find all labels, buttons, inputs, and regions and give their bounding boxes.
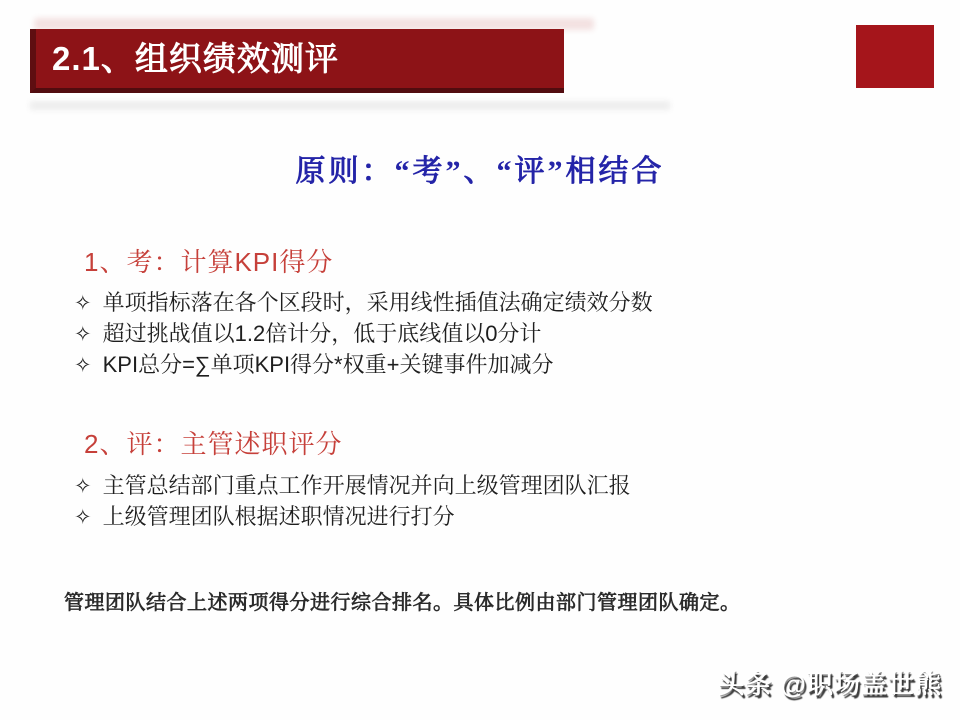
slide-title-banner: 2.1、组织绩效测评 — [30, 29, 564, 93]
list-item — [74, 502, 631, 533]
decorative-red-square — [856, 25, 934, 88]
list-item — [74, 288, 653, 319]
diamond-bullet-icon: ✧ — [74, 506, 92, 529]
bullet-text: 上级管理团队根据述职情况进行打分 — [102, 504, 455, 529]
diamond-bullet-icon: ✧ — [74, 323, 92, 346]
watermark-text: 头条 @职场盖世熊 — [718, 669, 942, 699]
bullet-text: 超过挑战值以1.2倍计分，低于底线值以0分计 — [102, 321, 542, 346]
summary-footnote: 管理团队结合上述两项得分进行综合排名。具体比例由部门管理团队确定。 — [64, 592, 741, 614]
section-1-bullet-list — [74, 288, 653, 381]
bullet-text: 主管总结部门重点工作开展情况并向上级管理团队汇报 — [102, 473, 631, 498]
banner-shadow-artifact — [30, 101, 670, 110]
section-2-heading: 2、评：主管述职评分 — [84, 429, 343, 459]
section-1-heading: 1、考：计算KPI得分 — [84, 247, 334, 277]
diamond-bullet-icon: ✧ — [74, 354, 92, 377]
list-item — [74, 319, 653, 350]
list-item — [74, 471, 631, 502]
bullet-text: KPI总分=∑单项KPI得分*权重+关键事件加减分 — [102, 352, 554, 377]
section-2-bullet-list — [74, 471, 631, 533]
bullet-text: 单项指标落在各个区段时，采用线性插值法确定绩效分数 — [102, 290, 653, 315]
diamond-bullet-icon: ✧ — [74, 292, 92, 315]
list-item — [74, 350, 653, 381]
slide-subtitle: 原则：“考”、“评”相结合 — [295, 155, 665, 188]
diamond-bullet-icon: ✧ — [74, 475, 92, 498]
